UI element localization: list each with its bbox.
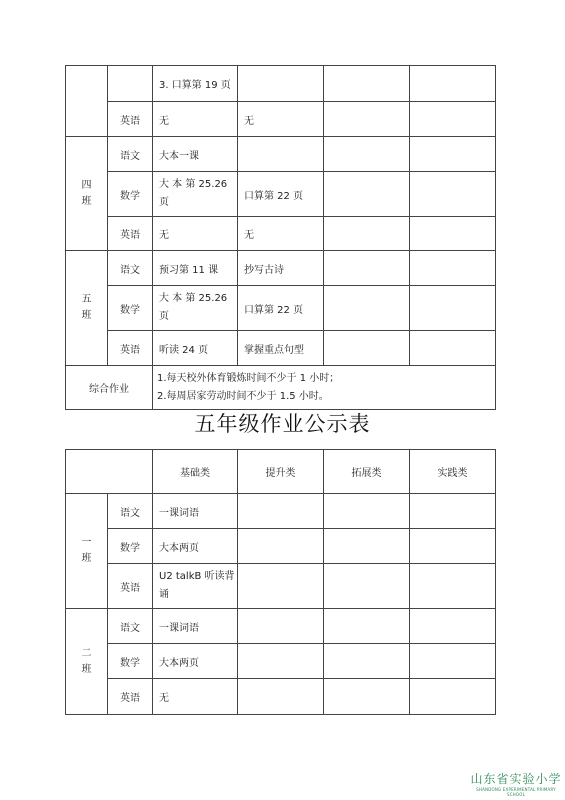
basic-cell: 大本一课 — [153, 137, 238, 172]
table-row — [66, 286, 496, 331]
improve-cell: 抄写古诗 — [238, 251, 324, 286]
basic-cell: 大 本 第 25.26 页 — [153, 172, 238, 217]
comprehensive-line-1: 1.每天校外体育锻炼时间不少于 1 小时； — [157, 372, 340, 384]
school-logo-name: 山东省实验小学 — [470, 772, 562, 786]
practice-cell — [410, 66, 496, 102]
basic-cell: 预习第 11 课 — [153, 251, 238, 286]
homework-table-grade5 — [65, 449, 496, 715]
expand-cell — [324, 172, 410, 217]
subject-cell: 英语 — [108, 331, 153, 366]
expand-cell — [324, 137, 410, 172]
improve-cell: 口算第 22 页 — [238, 172, 324, 217]
table-row — [66, 331, 496, 366]
header-basic: 基础类 — [153, 450, 238, 494]
table-row — [66, 564, 496, 609]
school-logo-subtitle: SHANDONG EXPERIMENTAL PRIMARY SCHOOL — [476, 787, 556, 797]
practice-cell — [410, 251, 496, 286]
basic-cell: 听读 24 页 — [153, 331, 238, 366]
comprehensive-label: 综合作业 — [66, 366, 153, 410]
basic-cell: 大本两页 — [153, 529, 238, 564]
practice-cell — [410, 609, 496, 644]
comprehensive-line-2: 2.每周居家劳动时间不少于 1.5 小时。 — [157, 390, 329, 402]
subject-cell: 英语 — [108, 679, 153, 715]
improve-cell — [238, 494, 324, 529]
practice-cell — [410, 679, 496, 715]
class-name-cell: 一 班 — [66, 494, 108, 609]
improve-cell: 口算第 22 页 — [238, 286, 324, 331]
expand-cell — [324, 494, 410, 529]
practice-cell — [410, 494, 496, 529]
subject-cell: 英语 — [108, 564, 153, 609]
header-practice: 实践类 — [410, 450, 496, 494]
table-row — [66, 366, 496, 410]
expand-cell — [324, 286, 410, 331]
practice-cell — [410, 644, 496, 679]
expand-cell — [324, 331, 410, 366]
expand-cell — [324, 529, 410, 564]
practice-cell — [410, 529, 496, 564]
practice-cell — [410, 564, 496, 609]
basic-cell: U2 talkB 听读背诵 — [153, 564, 238, 609]
improve-cell: 无 — [238, 102, 324, 137]
subject-cell: 数学 — [108, 286, 153, 331]
practice-cell — [410, 137, 496, 172]
expand-cell — [324, 564, 410, 609]
basic-cell: 一课词语 — [153, 609, 238, 644]
expand-cell — [324, 66, 410, 102]
improve-cell — [238, 137, 324, 172]
subject-cell: 英语 — [108, 217, 153, 251]
basic-cell: 大 本 第 25.26 页 — [153, 286, 238, 331]
improve-cell — [238, 679, 324, 715]
header-expand: 拓展类 — [324, 450, 410, 494]
table-row — [66, 137, 496, 172]
improve-cell — [238, 529, 324, 564]
table-row — [66, 644, 496, 679]
table-row — [66, 679, 496, 715]
comprehensive-content — [153, 366, 496, 410]
table-row — [66, 609, 496, 644]
table-row — [66, 102, 496, 137]
table-row — [66, 66, 496, 102]
practice-cell — [410, 172, 496, 217]
expand-cell — [324, 644, 410, 679]
improve-cell: 掌握重点句型 — [238, 331, 324, 366]
practice-cell — [410, 217, 496, 251]
basic-cell: 大本两页 — [153, 644, 238, 679]
school-logo — [470, 770, 562, 797]
practice-cell — [410, 102, 496, 137]
practice-cell — [410, 286, 496, 331]
class-name-cell: 二 班 — [66, 609, 108, 715]
basic-cell: 3. 口算第 19 页 — [153, 66, 238, 102]
basic-cell: 无 — [153, 679, 238, 715]
expand-cell — [324, 679, 410, 715]
header-corner — [66, 450, 153, 494]
table-row — [66, 494, 496, 529]
header-improve: 提升类 — [238, 450, 324, 494]
basic-cell: 无 — [153, 102, 238, 137]
subject-cell: 数学 — [108, 529, 153, 564]
expand-cell — [324, 251, 410, 286]
subject-cell: 语文 — [108, 609, 153, 644]
header-row — [66, 450, 496, 494]
improve-cell — [238, 66, 324, 102]
table-row — [66, 217, 496, 251]
page-title: 五年级作业公示表 — [194, 412, 371, 436]
practice-cell — [410, 331, 496, 366]
subject-cell: 数学 — [108, 172, 153, 217]
homework-table-continued — [65, 65, 496, 410]
basic-cell: 无 — [153, 217, 238, 251]
expand-cell — [324, 102, 410, 137]
class-name-cell: 五 班 — [66, 251, 108, 366]
class-name-cell: 四 班 — [66, 137, 108, 251]
subject-cell: 语文 — [108, 251, 153, 286]
class-cell — [66, 66, 108, 137]
subject-cell: 数学 — [108, 644, 153, 679]
improve-cell — [238, 564, 324, 609]
table-row — [66, 251, 496, 286]
table-row — [66, 529, 496, 564]
improve-cell — [238, 609, 324, 644]
expand-cell — [324, 217, 410, 251]
subject-cell — [108, 66, 153, 102]
improve-cell — [238, 644, 324, 679]
subject-cell: 语文 — [108, 137, 153, 172]
subject-cell: 英语 — [108, 102, 153, 137]
table-row — [66, 172, 496, 217]
expand-cell — [324, 609, 410, 644]
improve-cell: 无 — [238, 217, 324, 251]
subject-cell: 语文 — [108, 494, 153, 529]
basic-cell: 一课词语 — [153, 494, 238, 529]
